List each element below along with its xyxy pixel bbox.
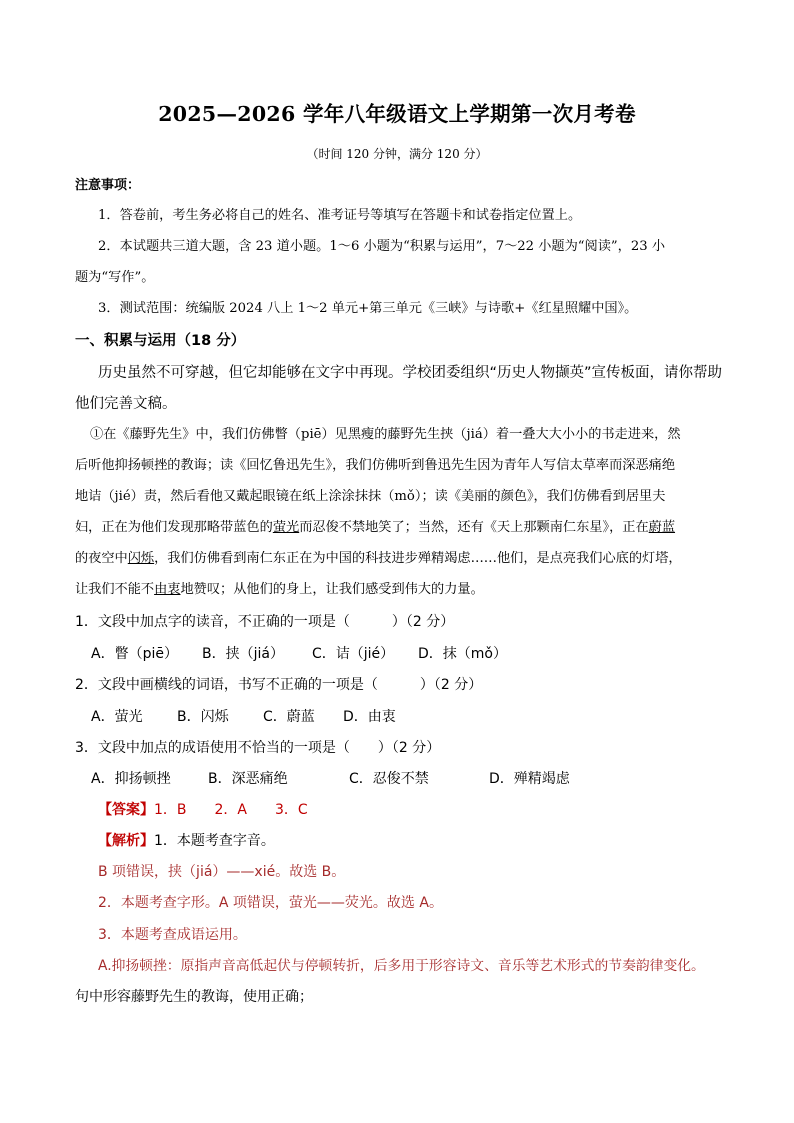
passage-text: 妇，正在为他们发现那略带蓝色的 bbox=[75, 520, 273, 535]
q1-option-c[interactable]: C．诘（jié） bbox=[312, 646, 395, 662]
passage-text: 地赞叹；从他们的身上，让我们感受到伟大的力量。 bbox=[180, 582, 484, 597]
page-title: 2025—2026 学年八年级语文上学期第一次月考卷 bbox=[158, 102, 636, 126]
section-heading: 一、积累与运用（18 分） bbox=[75, 333, 246, 349]
answer-text: 1．B 2．A 3．C bbox=[154, 802, 308, 818]
passage-text: 让我们不能不 bbox=[75, 582, 155, 597]
underlined-word: 由衷 bbox=[154, 582, 181, 597]
q1-option-d[interactable]: D．抹（mǒ） bbox=[418, 646, 507, 662]
passage-line-4 bbox=[75, 519, 675, 537]
underlined-word: 闪烁 bbox=[127, 551, 155, 566]
analysis-line-6: 句中形容藤野先生的教诲，使用正确； bbox=[75, 989, 313, 1005]
passage-text: 的夜空中 bbox=[75, 551, 128, 566]
underlined-word: 萤光 bbox=[272, 520, 300, 535]
answer-label: 【答案】 bbox=[98, 802, 154, 818]
analysis-line-4: 3．本题考查成语运用。 bbox=[98, 927, 247, 943]
q1-option-a[interactable]: A．瞥（piē） bbox=[91, 646, 178, 662]
q2-option-c[interactable]: C．蔚蓝 bbox=[263, 709, 315, 725]
passage-line-5 bbox=[75, 550, 682, 568]
q2-option-a[interactable]: A．萤光 bbox=[91, 709, 143, 725]
q3-option-c[interactable]: C．忍俊不禁 bbox=[349, 771, 429, 787]
passage-text: ，我们仿佛看到南仁东正在为中国的科技进步殚精竭虑……他们，是点亮我们心底的灯塔， bbox=[154, 551, 682, 566]
passage-line-2: 后听他抑扬顿挫的教诲；读《回忆鲁迅先生》，我们仿佛听到鲁迅先生因为青年人写信太草率而深恶痛绝 bbox=[75, 458, 676, 473]
answer-line bbox=[98, 801, 308, 819]
analysis-line-1 bbox=[98, 832, 275, 850]
notice-heading: 注意事项： bbox=[75, 178, 141, 193]
question-3: 3．文段中加点的成语使用不恰当的一项是（ ）（2 分） bbox=[75, 740, 441, 756]
notice-item-3: 3．测试范围：统编版 2024 八上 1～2 单元+第三单元《三峡》与诗歌+《红星照耀中国》。 bbox=[98, 301, 638, 316]
q2-option-d[interactable]: D．由衷 bbox=[343, 709, 396, 725]
analysis-text: 1．本题考查字音。 bbox=[154, 833, 275, 849]
notice-item-2-cont: 题为“写作”。 bbox=[75, 270, 155, 285]
q3-option-b[interactable]: B．深恶痛绝 bbox=[208, 771, 288, 787]
page-subtitle: （时间 120 分钟，满分 120 分） bbox=[306, 147, 488, 161]
underlined-word: 蔚蓝 bbox=[648, 520, 676, 535]
passage-line-1: ①在《藤野先生》中，我们仿佛瞥（piē）见黑瘦的藤野先生挟（jiá）着一叠大大小小的书走进来，然 bbox=[90, 427, 681, 442]
passage-line-6 bbox=[75, 581, 484, 599]
q3-option-a[interactable]: A．抑扬顿挫 bbox=[91, 771, 171, 787]
passage-text: 而忍俊不禁地笑了；当然，还有《天上那颗南仁东星》，正在 bbox=[299, 520, 649, 535]
analysis-label: 【解析】 bbox=[98, 833, 154, 849]
q3-option-d[interactable]: D．殚精竭虑 bbox=[489, 771, 570, 787]
intro-line-2: 他们完善文稿。 bbox=[75, 396, 177, 412]
analysis-line-3: 2．本题考查字形。A 项错误，萤光——荧光。故选 A。 bbox=[98, 895, 443, 911]
analysis-line-2: B 项错误，挟（jiá）——xié。故选 B。 bbox=[98, 864, 346, 880]
notice-item-1: 1．答卷前，考生务必将自己的姓名、准考证号等填写在答题卡和试卷指定位置上。 bbox=[98, 208, 582, 223]
question-2: 2．文段中画横线的词语，书写不正确的一项是（ ）（2 分） bbox=[75, 677, 483, 693]
q1-option-b[interactable]: B．挟（jiá） bbox=[202, 646, 284, 662]
analysis-line-5: A.抑扬顿挫：原指声音高低起伏与停顿转折，后多用于形容诗文、音乐等艺术形式的节奏韵律变化。 bbox=[98, 958, 705, 974]
q2-option-b[interactable]: B．闪烁 bbox=[177, 709, 229, 725]
notice-item-2: 2．本试题共三道大题，含 23 道小题。1～6 小题为“积累与运用”，7～22 小题为“阅读”，23 小 bbox=[98, 239, 666, 254]
intro-line-1: 历史虽然不可穿越，但它却能够在文字中再现。学校团委组织“历史人物撷英”宣传板面，请你帮助 bbox=[98, 365, 723, 381]
passage-line-3: 地诘（jié）责，然后看他又戴起眼镜在纸上涂涂抹抹（mǒ）；读《美丽的颜色》，我们仿佛看到居里夫 bbox=[75, 489, 666, 504]
question-1: 1．文段中加点字的读音，不正确的一项是（ ）（2 分） bbox=[75, 614, 455, 630]
